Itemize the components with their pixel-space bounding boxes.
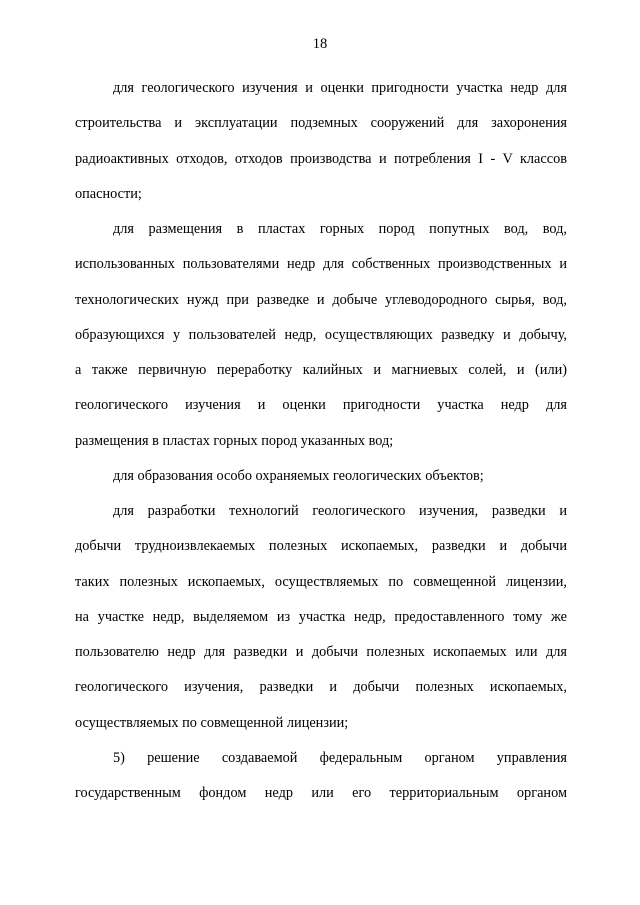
- text-line: использованных пользователями недр для собственных производственных и: [75, 256, 567, 273]
- text-line: технологических нужд при разведке и добыче углеводородного сырья, вод,: [75, 291, 567, 308]
- text-line: образующихся у пользователей недр, осуществляющих разведку и добычу,: [75, 326, 567, 343]
- text-line: таких полезных ископаемых, осуществляемых по совмещенной лицензии,: [75, 573, 567, 590]
- text-line: для геологического изучения и оценки пригодности участка недр для: [113, 80, 567, 96]
- text-line: осуществляемых по совмещенной лицензии;: [75, 714, 349, 731]
- text-line: для разработки технологий геологического изучения, разведки и: [113, 503, 567, 519]
- text-line: строительства и эксплуатации подземных сооружений для захоронения: [75, 115, 567, 132]
- document-body: [75, 79, 567, 819]
- text-line: геологического изучения, разведки и добычи полезных ископаемых,: [75, 679, 567, 696]
- text-line: пользователю недр для разведки и добычи полезных ископаемых или для: [75, 644, 567, 660]
- text-line: геологического изучения и оценки пригодности участка недр для: [75, 397, 567, 414]
- text-line: для образования особо охраняемых геологических объектов;: [113, 467, 484, 484]
- text-line: опасности;: [75, 185, 142, 202]
- text-line: для размещения в пластах горных пород попутных вод, вод,: [113, 221, 567, 237]
- text-line: государственным фондом недр или его территориальным органом: [75, 785, 567, 801]
- text-line: радиоактивных отходов, отходов производства и потребления I - V классов: [75, 150, 567, 167]
- page-number: 18: [312, 36, 328, 52]
- text-line: на участке недр, выделяемом из участка недр, предоставленного тому же: [75, 608, 567, 625]
- text-line: размещения в пластах горных пород указанных вод;: [75, 432, 394, 449]
- text-line: 5) решение создаваемой федеральным органом управления: [113, 749, 567, 766]
- text-line: а также первичную переработку калийных и магниевых солей, и (или): [75, 362, 567, 378]
- text-line: добычи трудноизвлекаемых полезных ископаемых, разведки и добычи: [75, 538, 567, 555]
